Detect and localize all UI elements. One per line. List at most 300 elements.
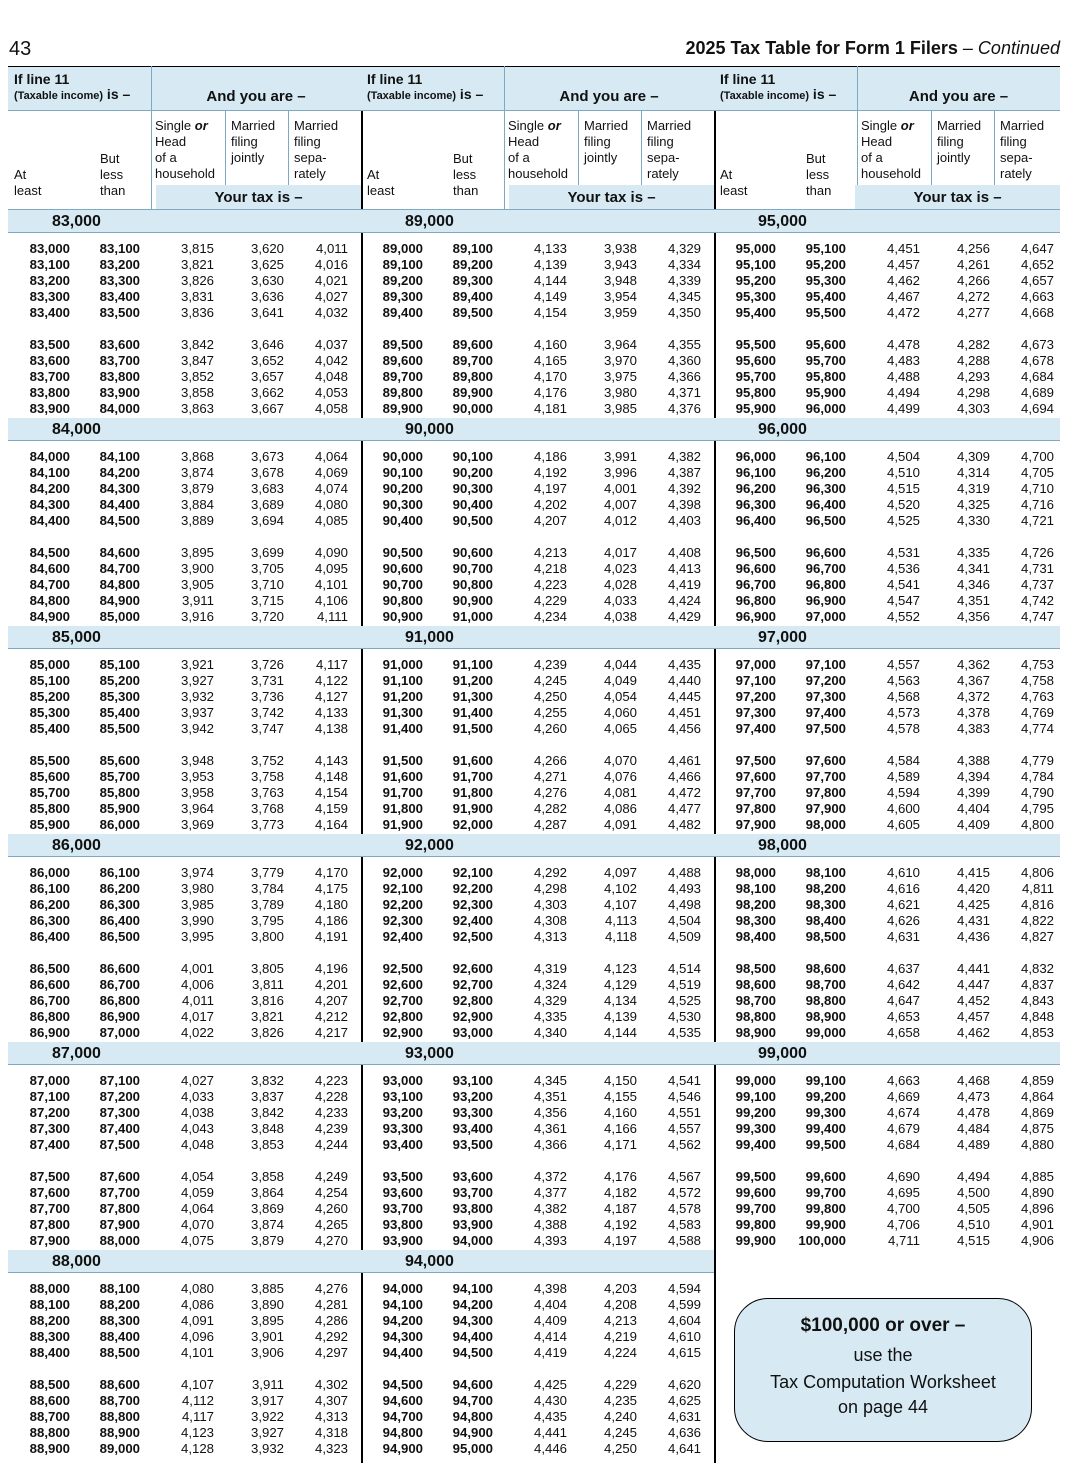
but-less-than-value: 84,600 bbox=[99, 545, 140, 560]
table-row bbox=[361, 401, 714, 417]
at-least-value: 90,500 bbox=[382, 545, 423, 560]
table-row bbox=[714, 673, 1060, 689]
mfs-tax: 4,668 bbox=[1020, 305, 1054, 320]
single-tax: 4,541 bbox=[886, 577, 920, 592]
at-least-value: 91,000 bbox=[382, 657, 423, 672]
mfj-label-line: Married bbox=[584, 118, 629, 133]
mfs-tax: 4,127 bbox=[314, 689, 348, 704]
mfj-tax: 4,081 bbox=[603, 785, 637, 800]
at-least-value: 96,200 bbox=[735, 481, 776, 496]
mfs-tax: 4,800 bbox=[1020, 817, 1054, 832]
at-least-value: 88,400 bbox=[29, 1345, 70, 1360]
but-less-than-value: 90,000 bbox=[452, 401, 493, 416]
but-less-than-value: 83,100 bbox=[99, 241, 140, 256]
but-less-than-value: 83,700 bbox=[99, 353, 140, 368]
at-least-value: 97,100 bbox=[735, 673, 776, 688]
mfj-tax: 3,705 bbox=[250, 561, 284, 576]
block-heading: 85,000 bbox=[8, 626, 361, 649]
mfj-label-line: filing bbox=[937, 134, 964, 149]
mfs-tax: 4,567 bbox=[667, 1169, 701, 1184]
but-less-than-value: 90,200 bbox=[452, 465, 493, 480]
single-tax: 4,128 bbox=[180, 1441, 214, 1456]
at-least-value: 99,000 bbox=[735, 1073, 776, 1088]
table-row bbox=[8, 1009, 361, 1025]
mfj-tax: 3,927 bbox=[250, 1425, 284, 1440]
mfj-tax: 3,752 bbox=[250, 753, 284, 768]
table-row bbox=[714, 1009, 1060, 1025]
at-least-value: 95,800 bbox=[735, 385, 776, 400]
table-row bbox=[8, 545, 361, 561]
mfj-tax: 3,689 bbox=[250, 497, 284, 512]
but-less-than-value: 86,700 bbox=[99, 977, 140, 992]
single-text: Single bbox=[508, 118, 548, 133]
mfj-tax: 4,383 bbox=[956, 721, 990, 736]
but-less-than-value: 98,900 bbox=[805, 1009, 846, 1024]
single-tax: 4,282 bbox=[533, 801, 567, 816]
mfj-tax: 3,805 bbox=[250, 961, 284, 976]
at-least-value: 92,300 bbox=[382, 913, 423, 928]
single-tax: 3,905 bbox=[180, 577, 214, 592]
mfs-label-line: sepa- bbox=[1000, 150, 1033, 165]
but-less-than-value: 97,500 bbox=[805, 721, 846, 736]
table-row bbox=[361, 785, 714, 801]
mfs-tax: 4,085 bbox=[314, 513, 348, 528]
mfs-tax: 4,631 bbox=[667, 1409, 701, 1424]
single-tax: 4,356 bbox=[533, 1105, 567, 1120]
but-less-than-value: 99,000 bbox=[805, 1025, 846, 1040]
but-less-than-value: 85,600 bbox=[99, 753, 140, 768]
table-row bbox=[714, 273, 1060, 289]
but-less-than-value: 91,600 bbox=[452, 753, 493, 768]
table-row bbox=[714, 881, 1060, 897]
mfj-tax: 4,235 bbox=[603, 1393, 637, 1408]
income-block bbox=[8, 834, 361, 1042]
mfs-tax: 4,625 bbox=[667, 1393, 701, 1408]
table-row bbox=[714, 993, 1060, 1009]
table-row bbox=[361, 273, 714, 289]
but-less-than-value: 86,300 bbox=[99, 897, 140, 912]
but-less-than-value: 98,800 bbox=[805, 993, 846, 1008]
block-rows bbox=[8, 1065, 361, 1249]
table-row bbox=[714, 561, 1060, 577]
table-row bbox=[361, 993, 714, 1009]
row-group bbox=[361, 1281, 714, 1361]
but-less-than-value: 89,100 bbox=[452, 241, 493, 256]
but-less-than-value: 89,900 bbox=[452, 385, 493, 400]
mfj-tax: 3,620 bbox=[250, 241, 284, 256]
but-less-than-value: 95,600 bbox=[805, 337, 846, 352]
mfs-tax: 4,058 bbox=[314, 401, 348, 416]
mfs-tax: 4,334 bbox=[667, 257, 701, 272]
your-tax-is-label: Your tax is – bbox=[509, 185, 714, 209]
at-least-value: 98,900 bbox=[735, 1025, 776, 1040]
single-tax: 4,409 bbox=[533, 1313, 567, 1328]
at-least-value: 85,300 bbox=[29, 705, 70, 720]
at-least-value: 93,000 bbox=[382, 1073, 423, 1088]
but-less-than-value: 91,200 bbox=[452, 673, 493, 688]
income-block bbox=[361, 418, 714, 626]
single-tax: 3,868 bbox=[180, 449, 214, 464]
at-least-value: 84,200 bbox=[29, 481, 70, 496]
table-row bbox=[361, 1345, 714, 1361]
single-tax: 3,900 bbox=[180, 561, 214, 576]
but-less-than-value: 87,200 bbox=[99, 1089, 140, 1104]
at-least-value: 88,200 bbox=[29, 1313, 70, 1328]
table-row bbox=[361, 913, 714, 929]
mfs-tax: 4,217 bbox=[314, 1025, 348, 1040]
single-tax: 4,525 bbox=[886, 513, 920, 528]
but-less-than-value: 94,300 bbox=[452, 1313, 493, 1328]
table-row bbox=[361, 689, 714, 705]
table-row bbox=[8, 1089, 361, 1105]
row-group bbox=[8, 337, 361, 417]
at-least-value: 86,400 bbox=[29, 929, 70, 944]
but-less-than-value: 90,600 bbox=[452, 545, 493, 560]
single-tax: 4,430 bbox=[533, 1393, 567, 1408]
at-least-value: 91,300 bbox=[382, 705, 423, 720]
income-block bbox=[8, 626, 361, 834]
at-least-value: 96,100 bbox=[735, 465, 776, 480]
single-tax: 4,626 bbox=[886, 913, 920, 928]
mfj-tax: 3,980 bbox=[603, 385, 637, 400]
mfj-tax: 4,441 bbox=[956, 961, 990, 976]
at-least-value: 83,600 bbox=[29, 353, 70, 368]
at-least-value: 98,300 bbox=[735, 913, 776, 928]
mfs-tax: 4,445 bbox=[667, 689, 701, 704]
mfj-tax: 3,816 bbox=[250, 993, 284, 1008]
mfj-tax: 4,250 bbox=[603, 1441, 637, 1456]
block-heading: 99,000 bbox=[714, 1042, 1060, 1065]
mfs-tax: 4,382 bbox=[667, 449, 701, 464]
table-row bbox=[8, 801, 361, 817]
table-row bbox=[8, 385, 361, 401]
table-row bbox=[361, 1409, 714, 1425]
mfj-tax: 3,784 bbox=[250, 881, 284, 896]
mfj-tax: 4,076 bbox=[603, 769, 637, 784]
single-tax: 3,836 bbox=[180, 305, 214, 320]
but-less-than-value: 83,800 bbox=[99, 369, 140, 384]
but-less-than-value: 91,300 bbox=[452, 689, 493, 704]
but-less-than-value: 83,900 bbox=[99, 385, 140, 400]
single-tax: 4,096 bbox=[180, 1329, 214, 1344]
but-less-than-value: 97,300 bbox=[805, 689, 846, 704]
mfs-tax: 4,827 bbox=[1020, 929, 1054, 944]
mfs-tax: 4,069 bbox=[314, 465, 348, 480]
single-tax: 4,043 bbox=[180, 1121, 214, 1136]
but-less-than-value: 88,700 bbox=[99, 1393, 140, 1408]
at-least-value: 97,500 bbox=[735, 753, 776, 768]
row-group bbox=[8, 449, 361, 529]
block-rows bbox=[714, 233, 1060, 417]
mfj-tax: 4,489 bbox=[956, 1137, 990, 1152]
but-less-than-value: 90,300 bbox=[452, 481, 493, 496]
mfj-tax: 4,425 bbox=[956, 897, 990, 912]
mfs-tax: 4,716 bbox=[1020, 497, 1054, 512]
single-tax: 4,589 bbox=[886, 769, 920, 784]
mfj-tax: 4,394 bbox=[956, 769, 990, 784]
but-less-than-value: 99,800 bbox=[805, 1201, 846, 1216]
but-less-than-value: 84,500 bbox=[99, 513, 140, 528]
at-least-value: 92,800 bbox=[382, 1009, 423, 1024]
table-row bbox=[8, 1297, 361, 1313]
mfj-tax: 4,415 bbox=[956, 865, 990, 880]
table-row bbox=[361, 801, 714, 817]
mfs-tax: 4,869 bbox=[1020, 1105, 1054, 1120]
at-least-value: 93,400 bbox=[382, 1137, 423, 1152]
mfs-tax: 4,530 bbox=[667, 1009, 701, 1024]
row-group bbox=[714, 449, 1060, 529]
single-tax: 4,658 bbox=[886, 1025, 920, 1040]
mfj-tax: 3,731 bbox=[250, 673, 284, 688]
table-row bbox=[8, 1121, 361, 1137]
mfj-tax: 3,673 bbox=[250, 449, 284, 464]
at-least-value: 98,400 bbox=[735, 929, 776, 944]
single-tax: 4,488 bbox=[886, 369, 920, 384]
mfs-tax: 4,456 bbox=[667, 721, 701, 736]
single-tax: 4,578 bbox=[886, 721, 920, 736]
mfj-tax: 4,404 bbox=[956, 801, 990, 816]
mfj-tax: 3,837 bbox=[250, 1089, 284, 1104]
mfs-tax: 4,148 bbox=[314, 769, 348, 784]
table-row bbox=[8, 865, 361, 881]
but-less-than-value: 87,300 bbox=[99, 1105, 140, 1120]
at-least-value: 85,200 bbox=[29, 689, 70, 704]
table-row bbox=[361, 769, 714, 785]
but-less-than-value: 87,700 bbox=[99, 1185, 140, 1200]
but-less-than-value: 91,000 bbox=[452, 609, 493, 624]
your-tax-is-label: Your tax is – bbox=[156, 185, 361, 209]
single-tax: 4,568 bbox=[886, 689, 920, 704]
single-tax: 4,197 bbox=[533, 481, 567, 496]
but-less-than-value: 96,200 bbox=[805, 465, 846, 480]
single-tax: 3,964 bbox=[180, 801, 214, 816]
mfs-tax: 4,790 bbox=[1020, 785, 1054, 800]
but-less-than-value: 98,300 bbox=[805, 897, 846, 912]
but-less-than-value: 83,200 bbox=[99, 257, 140, 272]
table-row bbox=[714, 1201, 1060, 1217]
table-row bbox=[361, 1297, 714, 1313]
at-least-value: 96,900 bbox=[735, 609, 776, 624]
mfs-tax: 4,408 bbox=[667, 545, 701, 560]
at-least-value: 93,600 bbox=[382, 1185, 423, 1200]
table-row bbox=[714, 577, 1060, 593]
single-tax: 4,345 bbox=[533, 1073, 567, 1088]
header-divider bbox=[288, 110, 289, 185]
single-tax: 4,059 bbox=[180, 1185, 214, 1200]
at-least-value: 97,600 bbox=[735, 769, 776, 784]
mfj-tax: 3,922 bbox=[250, 1409, 284, 1424]
table-row bbox=[8, 449, 361, 465]
mfj-tax: 4,171 bbox=[603, 1137, 637, 1152]
at-least-value: 98,600 bbox=[735, 977, 776, 992]
mfj-tax: 3,742 bbox=[250, 705, 284, 720]
mfj-tax: 4,288 bbox=[956, 353, 990, 368]
and-you-are-label: And you are – bbox=[908, 88, 1009, 105]
is-text: is – bbox=[809, 86, 837, 102]
at-least-value: 83,300 bbox=[29, 289, 70, 304]
mfj-tax: 4,330 bbox=[956, 513, 990, 528]
mfj-label-line: jointly bbox=[231, 150, 265, 165]
but-less-than-value: 91,700 bbox=[452, 769, 493, 784]
block-rows bbox=[361, 1065, 714, 1249]
row-group bbox=[714, 865, 1060, 945]
but-less-than-value: 98,600 bbox=[805, 961, 846, 976]
at-least-value: 86,100 bbox=[29, 881, 70, 896]
is-text: is – bbox=[103, 86, 131, 102]
single-tax: 4,149 bbox=[533, 289, 567, 304]
over-note-line3: Tax Computation Worksheet bbox=[770, 1372, 996, 1392]
mfj-tax: 4,038 bbox=[603, 609, 637, 624]
at-least-value: 95,600 bbox=[735, 353, 776, 368]
mfj-tax: 4,219 bbox=[603, 1329, 637, 1344]
but-less-than-value: 97,100 bbox=[805, 657, 846, 672]
and-you-are-label: And you are – bbox=[206, 88, 306, 105]
mfs-tax: 4,403 bbox=[667, 513, 701, 528]
mfs-tax: 4,546 bbox=[667, 1089, 701, 1104]
single-tax: 4,192 bbox=[533, 465, 567, 480]
mfs-tax: 4,016 bbox=[314, 257, 348, 272]
at-least-label-line: At bbox=[720, 167, 733, 182]
at-least-value: 86,300 bbox=[29, 913, 70, 928]
but-less-than-value: 91,400 bbox=[452, 705, 493, 720]
table-row bbox=[361, 1441, 714, 1457]
mfj-tax: 3,906 bbox=[250, 1345, 284, 1360]
single-tax: 4,170 bbox=[533, 369, 567, 384]
column-header bbox=[8, 66, 361, 210]
mfj-tax: 4,335 bbox=[956, 545, 990, 560]
single-tax: 4,101 bbox=[180, 1345, 214, 1360]
single-tax: 4,547 bbox=[886, 593, 920, 608]
at-least-value: 85,800 bbox=[29, 801, 70, 816]
but-less-than-value: 91,800 bbox=[452, 785, 493, 800]
table-row bbox=[8, 961, 361, 977]
single-tax: 4,467 bbox=[886, 289, 920, 304]
at-least-label-line: least bbox=[720, 183, 748, 198]
but-less-than-value: 94,800 bbox=[452, 1409, 493, 1424]
but-less-than-value: 93,400 bbox=[452, 1121, 493, 1136]
at-least-value: 88,500 bbox=[29, 1377, 70, 1392]
mfs-tax: 4,822 bbox=[1020, 913, 1054, 928]
mfs-tax: 4,207 bbox=[314, 993, 348, 1008]
table-row bbox=[714, 609, 1060, 625]
mfj-tax: 4,468 bbox=[956, 1073, 990, 1088]
row-group bbox=[714, 1169, 1060, 1249]
mfs-tax: 4,663 bbox=[1020, 289, 1054, 304]
mfs-tax: 4,811 bbox=[1021, 881, 1054, 896]
mfj-tax: 3,736 bbox=[250, 689, 284, 704]
but-less-than-value: 90,800 bbox=[452, 577, 493, 592]
single-tax: 4,017 bbox=[180, 1009, 214, 1024]
table-row bbox=[714, 769, 1060, 785]
mfj-tax: 4,213 bbox=[603, 1313, 637, 1328]
but-less-than-value: 88,100 bbox=[99, 1281, 140, 1296]
single-tax: 4,631 bbox=[886, 929, 920, 944]
block-rows bbox=[8, 1273, 361, 1457]
row-group bbox=[8, 961, 361, 1041]
table-row bbox=[8, 1217, 361, 1233]
single-tax: 4,033 bbox=[180, 1089, 214, 1104]
but-less-than-value: 93,300 bbox=[452, 1105, 493, 1120]
table-row bbox=[714, 449, 1060, 465]
at-least-value: 92,500 bbox=[382, 961, 423, 976]
at-least-value: 93,200 bbox=[382, 1105, 423, 1120]
at-least-value: 88,900 bbox=[29, 1441, 70, 1456]
if-line-11-label bbox=[367, 72, 483, 104]
mfs-tax: 4,281 bbox=[314, 1297, 348, 1312]
single-tax: 4,382 bbox=[533, 1201, 567, 1216]
mfs-label-line: filing bbox=[647, 134, 674, 149]
table-row bbox=[8, 1137, 361, 1153]
table-row bbox=[8, 929, 361, 945]
mfs-tax: 4,159 bbox=[314, 801, 348, 816]
mfs-tax: 4,599 bbox=[667, 1297, 701, 1312]
income-block bbox=[361, 210, 714, 418]
but-less-than-value: 89,200 bbox=[452, 257, 493, 272]
mfj-tax: 3,683 bbox=[250, 481, 284, 496]
mfs-tax: 4,689 bbox=[1020, 385, 1054, 400]
but-less-than-value: 94,600 bbox=[452, 1377, 493, 1392]
but-less-than-value: 89,800 bbox=[452, 369, 493, 384]
but-less-than-value: 88,500 bbox=[99, 1345, 140, 1360]
mfj-tax: 4,245 bbox=[603, 1425, 637, 1440]
at-least-value: 92,100 bbox=[382, 881, 423, 896]
at-least-value: 87,400 bbox=[29, 1137, 70, 1152]
single-tax: 4,499 bbox=[886, 401, 920, 416]
single-tax: 4,181 bbox=[533, 401, 567, 416]
single-tax: 4,239 bbox=[533, 657, 567, 672]
table-row bbox=[8, 705, 361, 721]
table-row bbox=[361, 721, 714, 737]
single-tax: 3,974 bbox=[180, 865, 214, 880]
table-row bbox=[8, 465, 361, 481]
mfs-tax: 4,345 bbox=[667, 289, 701, 304]
table-row bbox=[714, 753, 1060, 769]
but-less-than-label-line: less bbox=[100, 167, 124, 182]
mfj-tax: 4,166 bbox=[603, 1121, 637, 1136]
mfj-label-line: jointly bbox=[584, 150, 618, 165]
mfs-tax: 4,769 bbox=[1020, 705, 1054, 720]
mfs-tax: 4,519 bbox=[667, 977, 701, 992]
mfj-tax: 3,853 bbox=[250, 1137, 284, 1152]
mfs-tax: 4,355 bbox=[667, 337, 701, 352]
mfj-tax: 3,726 bbox=[250, 657, 284, 672]
mfs-label-line: filing bbox=[1000, 134, 1027, 149]
table-row bbox=[8, 1201, 361, 1217]
at-least-value: 90,200 bbox=[382, 481, 423, 496]
column-header bbox=[714, 66, 1060, 210]
but-less-than-value: 89,300 bbox=[452, 273, 493, 288]
table-row bbox=[361, 241, 714, 257]
table-row bbox=[714, 1233, 1060, 1249]
single-tax: 4,313 bbox=[533, 929, 567, 944]
mfs-tax: 4,143 bbox=[314, 753, 348, 768]
single-tax: 4,260 bbox=[533, 721, 567, 736]
mfs-tax: 4,074 bbox=[314, 481, 348, 496]
mfs-tax: 4,816 bbox=[1020, 897, 1054, 912]
mfj-tax: 3,890 bbox=[250, 1297, 284, 1312]
but-less-than-value: 96,700 bbox=[805, 561, 846, 576]
but-less-than-value: 85,000 bbox=[99, 609, 140, 624]
at-least-value: 88,600 bbox=[29, 1393, 70, 1408]
mfj-tax: 4,356 bbox=[956, 609, 990, 624]
mfj-tax: 3,948 bbox=[603, 273, 637, 288]
but-less-than-value: 93,900 bbox=[452, 1217, 493, 1232]
mfs-label-line: rately bbox=[294, 166, 326, 181]
but-less-than-value: 87,600 bbox=[99, 1169, 140, 1184]
but-less-than-value: 87,500 bbox=[99, 1137, 140, 1152]
single-tax: 4,573 bbox=[886, 705, 920, 720]
block-heading: 91,000 bbox=[361, 626, 714, 649]
